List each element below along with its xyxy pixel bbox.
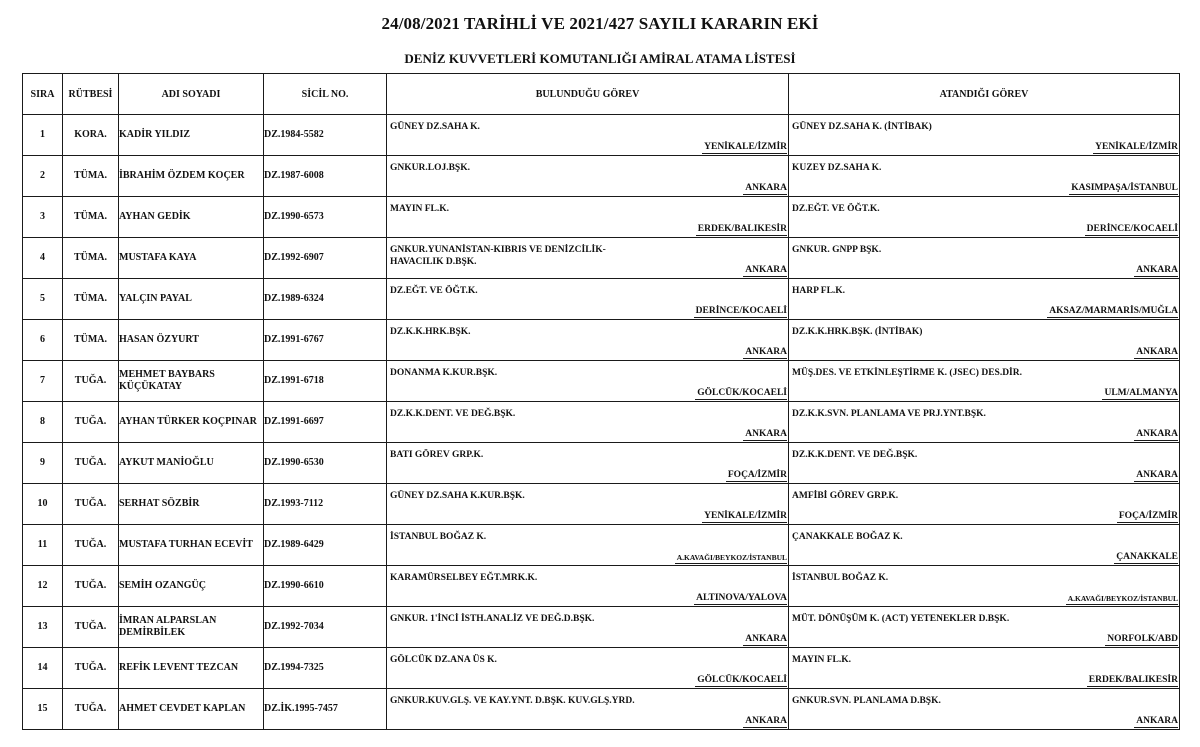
table-row: [23, 443, 1180, 484]
row-current-duty-cell: [387, 238, 789, 279]
row-new-duty-cell: [789, 238, 1180, 279]
row-new-duty: DZ.K.K.DENT. VE DEĞ.BŞK.: [792, 450, 918, 460]
row-new-location: ANKARA: [1136, 470, 1178, 480]
header-rutbe: RÜTBESİ: [63, 74, 119, 115]
row-new-location: AKSAZ/MARMARİS/MUĞLA: [1049, 306, 1178, 316]
row-rank: TUĞA.: [63, 402, 119, 443]
row-sicil: DZ.1992-6907: [264, 238, 387, 279]
row-sicil: DZ.1991-6718: [264, 361, 387, 402]
row-new-location: ANKARA: [1136, 716, 1178, 726]
document-title: 24/08/2021 TARİHLİ VE 2021/427 SAYILI KARARIN EKİ: [381, 14, 819, 33]
row-name: AHMET CEVDET KAPLAN: [119, 689, 264, 730]
row-name: AYKUT MANİOĞLU: [119, 443, 264, 484]
row-name: MEHMET BAYBARS KÜÇÜKATAY: [119, 361, 264, 402]
row-current-duty-cell: [387, 279, 789, 320]
table-row: [23, 361, 1180, 402]
row-current-location: YENİKALE/İZMİR: [704, 142, 787, 152]
row-sicil: DZ.İK.1995-7457: [264, 689, 387, 730]
row-current-duty-cell: [387, 320, 789, 361]
row-new-duty-cell: [789, 689, 1180, 730]
row-new-location: A.KAVAĞI/BEYKOZ/İSTANBUL: [1067, 594, 1178, 603]
row-current-duty: DZ.EĞT. VE ÖĞT.K.: [390, 286, 478, 296]
row-new-duty-cell: [789, 484, 1180, 525]
row-new-location: ANKARA: [1136, 429, 1178, 439]
row-sira: 6: [23, 320, 63, 361]
header-new-duty: ATANDIĞI GÖREV: [789, 74, 1180, 115]
row-current-duty: GÜNEY DZ.SAHA K.: [390, 122, 480, 132]
row-sira: 11: [23, 525, 63, 566]
row-current-duty-cell: [387, 525, 789, 566]
row-new-duty: MÜŞ.DES. VE ETKİNLEŞTİRME K. (JSEC) DES.DİR.: [792, 368, 1022, 378]
row-sicil: DZ.1990-6610: [264, 566, 387, 607]
table-row: [23, 648, 1180, 689]
row-current-duty: GÖLCÜK DZ.ANA ÜS K.: [390, 655, 497, 665]
row-new-duty: DZ.K.K.SVN. PLANLAMA VE PRJ.YNT.BŞK.: [792, 409, 986, 419]
row-current-duty: GNKUR.LOJ.BŞK.: [390, 163, 470, 173]
row-sira: 2: [23, 156, 63, 197]
row-new-duty: DZ.K.K.HRK.BŞK. (İNTİBAK): [792, 327, 923, 337]
row-name: MUSTAFA KAYA: [119, 238, 264, 279]
row-sicil: DZ.1989-6429: [264, 525, 387, 566]
row-sicil: DZ.1989-6324: [264, 279, 387, 320]
row-new-duty: MÜT. DÖNÜŞÜM K. (ACT) YETENEKLER D.BŞK.: [792, 614, 1010, 624]
row-name: SERHAT SÖZBİR: [119, 484, 264, 525]
header-current-duty: BULUNDUĞU GÖREV: [387, 74, 789, 115]
table-row: [23, 115, 1180, 156]
row-sicil: DZ.1994-7325: [264, 648, 387, 689]
row-new-duty-cell: [789, 402, 1180, 443]
row-current-location: ERDEK/BALIKESİR: [697, 224, 787, 234]
table-body: [23, 115, 1180, 730]
row-sira: 4: [23, 238, 63, 279]
row-current-duty: GNKUR. 1'İNCİ İSTH.ANALİZ VE DEĞ.D.BŞK.: [390, 614, 595, 624]
table-row: [23, 238, 1180, 279]
row-current-location: ANKARA: [745, 183, 787, 193]
row-sira: 3: [23, 197, 63, 238]
row-current-duty: DONANMA K.KUR.BŞK.: [390, 368, 498, 378]
row-current-location: ANKARA: [745, 347, 787, 357]
row-name: MUSTAFA TURHAN ECEVİT: [119, 525, 264, 566]
table-header-row: [23, 74, 1180, 115]
row-sira: 9: [23, 443, 63, 484]
row-new-location: FOÇA/İZMİR: [1118, 511, 1178, 521]
row-current-location: DERİNCE/KOCAELİ: [695, 306, 787, 316]
row-new-duty-cell: [789, 320, 1180, 361]
row-sicil: DZ.1990-6573: [264, 197, 387, 238]
row-new-duty-cell: [789, 361, 1180, 402]
row-name: AYHAN TÜRKER KOÇPINAR: [119, 402, 264, 443]
row-current-duty-cell: [387, 484, 789, 525]
row-current-duty: MAYIN FL.K.: [390, 204, 450, 214]
row-name: İBRAHİM ÖZDEM KOÇER: [119, 156, 264, 197]
row-current-duty: GNKUR.YUNANİSTAN-KIBRIS VE DENİZCİLİK-HAVACILIK D.BŞK.: [390, 245, 606, 267]
row-name: SEMİH OZANGÜÇ: [119, 566, 264, 607]
row-sicil: DZ.1990-6530: [264, 443, 387, 484]
row-new-location: NORFOLK/ABD: [1107, 634, 1178, 644]
row-current-duty: GNKUR.KUV.GLŞ. VE KAY.YNT. D.BŞK. KUV.GLŞ.YRD.: [390, 696, 635, 706]
row-current-duty-cell: [387, 115, 789, 156]
row-current-location: A.KAVAĞI/BEYKOZ/İSTANBUL: [676, 553, 787, 562]
row-new-duty: ÇANAKKALE BOĞAZ K.: [792, 532, 903, 542]
table-row: [23, 484, 1180, 525]
row-rank: TÜMA.: [63, 156, 119, 197]
row-new-duty-cell: [789, 566, 1180, 607]
row-current-duty-cell: [387, 566, 789, 607]
row-new-duty: GNKUR.SVN. PLANLAMA D.BŞK.: [792, 696, 941, 706]
row-new-duty: İSTANBUL BOĞAZ K.: [792, 573, 889, 583]
row-new-location: ULM/ALMANYA: [1104, 388, 1178, 398]
row-new-duty-cell: [789, 607, 1180, 648]
row-current-duty-cell: [387, 402, 789, 443]
row-name: YALÇIN PAYAL: [119, 279, 264, 320]
row-sicil: DZ.1991-6697: [264, 402, 387, 443]
row-name: HASAN ÖZYURT: [119, 320, 264, 361]
row-current-duty: DZ.K.K.DENT. VE DEĞ.BŞK.: [390, 409, 516, 419]
row-new-duty: HARP FL.K.: [792, 286, 846, 296]
row-new-duty: AMFİBİ GÖREV GRP.K.: [792, 491, 899, 501]
row-new-duty: KUZEY DZ.SAHA K.: [792, 163, 882, 173]
row-sira: 1: [23, 115, 63, 156]
row-current-location: GÖLCÜK/KOCAELİ: [697, 675, 787, 685]
row-current-duty: BATI GÖREV GRP.K.: [390, 450, 484, 460]
row-name: KADİR YILDIZ: [119, 115, 264, 156]
row-current-location: ANKARA: [745, 265, 787, 275]
row-current-duty: İSTANBUL BOĞAZ K.: [390, 532, 487, 542]
row-sicil: DZ.1992-7034: [264, 607, 387, 648]
row-rank: TUĞA.: [63, 648, 119, 689]
row-new-duty: GÜNEY DZ.SAHA K. (İNTİBAK): [792, 122, 932, 132]
row-current-location: FOÇA/İZMİR: [727, 470, 787, 480]
row-rank: KORA.: [63, 115, 119, 156]
header-sicil: SİCİL NO.: [264, 74, 387, 115]
row-rank: TUĞA.: [63, 361, 119, 402]
row-new-duty-cell: [789, 443, 1180, 484]
row-new-duty: DZ.EĞT. VE ÖĞT.K.: [792, 204, 880, 214]
row-current-duty-cell: [387, 443, 789, 484]
row-current-location: ANKARA: [745, 634, 787, 644]
row-new-duty-cell: [789, 156, 1180, 197]
row-sira: 8: [23, 402, 63, 443]
row-current-location: GÖLCÜK/KOCAELİ: [697, 388, 787, 398]
row-new-location: ÇANAKKALE: [1116, 552, 1178, 562]
row-rank: TÜMA.: [63, 320, 119, 361]
row-rank: TUĞA.: [63, 566, 119, 607]
table-row: [23, 156, 1180, 197]
row-current-duty: GÜNEY DZ.SAHA K.KUR.BŞK.: [390, 491, 525, 501]
row-sira: 7: [23, 361, 63, 402]
row-current-duty-cell: [387, 197, 789, 238]
row-new-location: ANKARA: [1136, 347, 1178, 357]
row-sicil: DZ.1991-6767: [264, 320, 387, 361]
row-name: REFİK LEVENT TEZCAN: [119, 648, 264, 689]
table-row: [23, 607, 1180, 648]
row-sira: 15: [23, 689, 63, 730]
row-sira: 12: [23, 566, 63, 607]
row-new-duty: GNKUR. GNPP BŞK.: [792, 245, 882, 255]
row-current-location: ANKARA: [745, 429, 787, 439]
row-rank: TUĞA.: [63, 689, 119, 730]
row-rank: TUĞA.: [63, 525, 119, 566]
row-new-duty-cell: [789, 115, 1180, 156]
row-current-duty-cell: [387, 689, 789, 730]
assignment-table: [22, 73, 1180, 730]
row-sira: 13: [23, 607, 63, 648]
table-row: [23, 525, 1180, 566]
row-current-duty-cell: [387, 361, 789, 402]
row-current-duty-cell: [387, 607, 789, 648]
row-current-duty: DZ.K.K.HRK.BŞK.: [390, 327, 471, 337]
row-current-location: ANKARA: [745, 716, 787, 726]
row-rank: TUĞA.: [63, 443, 119, 484]
table-row: [23, 197, 1180, 238]
row-new-location: YENİKALE/İZMİR: [1095, 142, 1178, 152]
row-current-duty: KARAMÜRSELBEY EĞT.MRK.K.: [390, 573, 538, 583]
row-new-location: DERİNCE/KOCAELİ: [1086, 224, 1178, 234]
document-subtitle: DENİZ KUVVETLERİ KOMUTANLIĞI AMİRAL ATAMA LİSTESİ: [404, 51, 796, 66]
row-current-duty-cell: [387, 648, 789, 689]
row-new-duty-cell: [789, 197, 1180, 238]
table-row: [23, 689, 1180, 730]
row-current-location: YENİKALE/İZMİR: [704, 511, 787, 521]
row-sicil: DZ.1984-5582: [264, 115, 387, 156]
row-sira: 14: [23, 648, 63, 689]
row-current-duty-cell: [387, 156, 789, 197]
table-row: [23, 402, 1180, 443]
row-new-location: ERDEK/BALIKESİR: [1088, 675, 1178, 685]
row-new-duty: MAYIN FL.K.: [792, 655, 852, 665]
row-rank: TUĞA.: [63, 484, 119, 525]
row-rank: TÜMA.: [63, 197, 119, 238]
table-row: [23, 279, 1180, 320]
row-sira: 10: [23, 484, 63, 525]
header-sira: SIRA: [23, 74, 63, 115]
table-row: [23, 320, 1180, 361]
row-name: İMRAN ALPARSLAN DEMİRBİLEK: [119, 607, 264, 648]
row-sira: 5: [23, 279, 63, 320]
row-rank: TÜMA.: [63, 238, 119, 279]
table-row: [23, 566, 1180, 607]
row-new-location: KASIMPAŞA/İSTANBUL: [1071, 183, 1178, 193]
row-new-duty-cell: [789, 648, 1180, 689]
row-name: AYHAN GEDİK: [119, 197, 264, 238]
row-sicil: DZ.1993-7112: [264, 484, 387, 525]
row-new-location: ANKARA: [1136, 265, 1178, 275]
row-sicil: DZ.1987-6008: [264, 156, 387, 197]
header-name: ADI SOYADI: [119, 74, 264, 115]
row-new-duty-cell: [789, 279, 1180, 320]
row-new-duty-cell: [789, 525, 1180, 566]
row-current-location: ALTINOVA/YALOVA: [696, 593, 787, 603]
row-rank: TÜMA.: [63, 279, 119, 320]
row-rank: TUĞA.: [63, 607, 119, 648]
